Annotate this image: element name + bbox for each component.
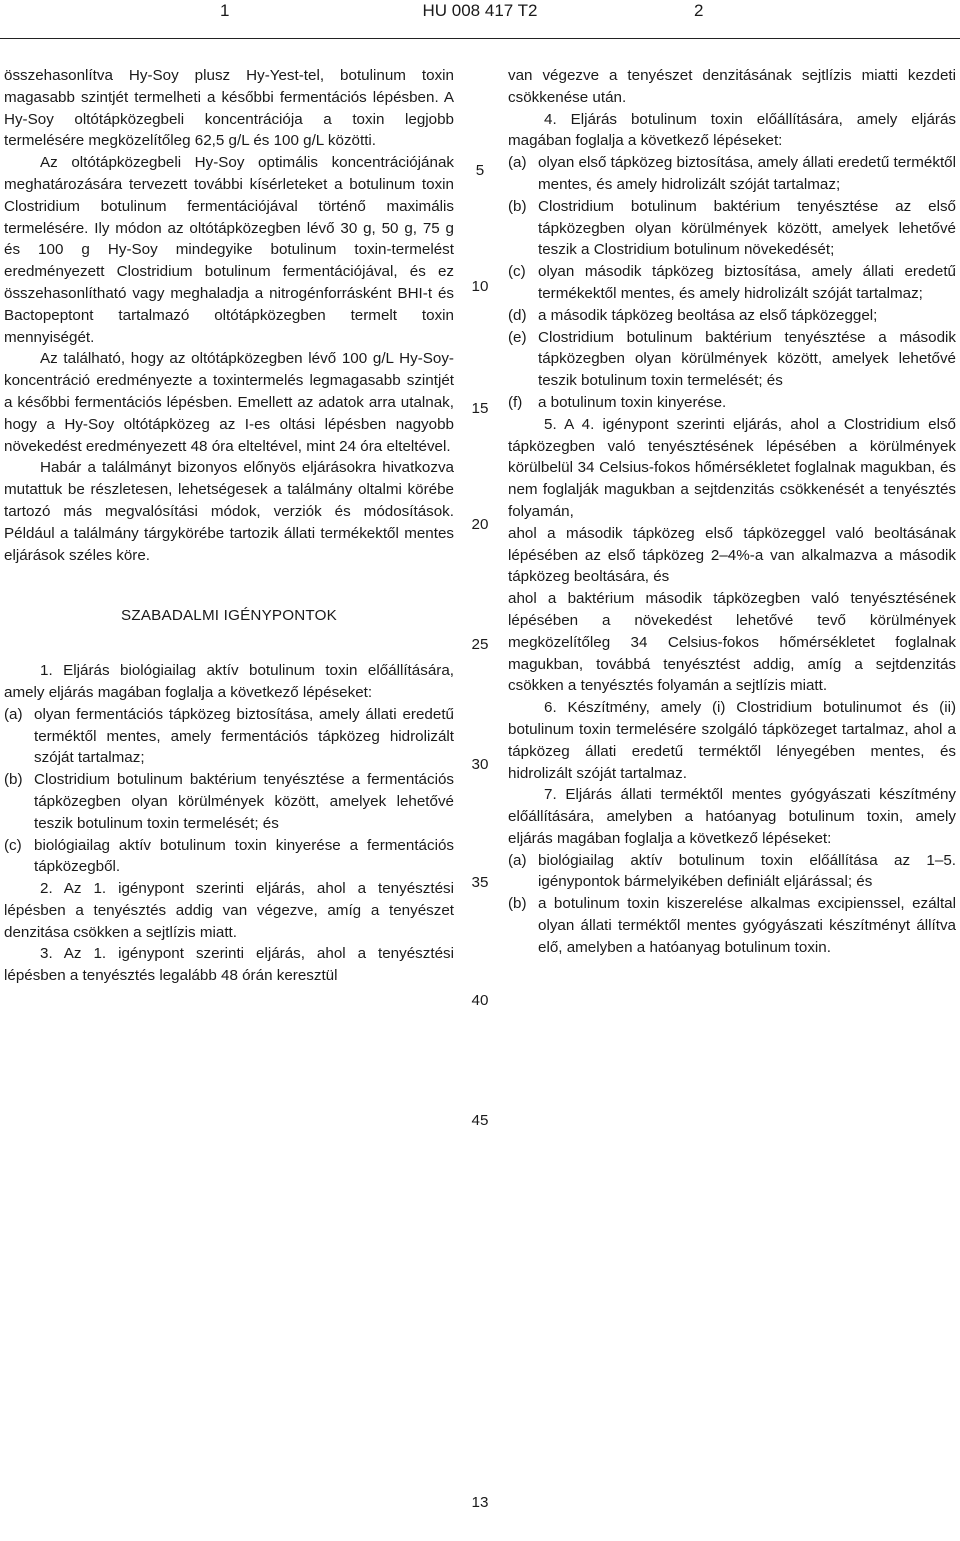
item-text: olyan első tápközeg biztosítása, amely állati eredetű terméktől mentes, és amely hidrolizált szóját tartalmaz; xyxy=(538,154,956,193)
claim-4-intro: 4. Eljárás botulinum toxin előállítására, amely eljárás magában foglalja a következő lépéseket: xyxy=(508,110,956,150)
item-label: (a) xyxy=(508,154,527,172)
item-text: biológiailag aktív botulinum toxin előállítása az 1–5. igénypontok bármelyikében definiált eljárással; és xyxy=(538,851,956,891)
claim-4-item-a xyxy=(508,152,956,196)
claim-7-item-b xyxy=(508,893,956,958)
header-left-page-number: 1 xyxy=(220,1,230,20)
item-label: (c) xyxy=(508,263,526,281)
claim-1-item-b xyxy=(4,769,454,834)
claim-1-item-a xyxy=(4,704,454,769)
line-number-25: 25 xyxy=(471,636,489,653)
line-number-10: 10 xyxy=(471,278,489,295)
header-divider xyxy=(0,38,960,39)
item-text: a második tápközeg beoltása az első tápközeggel; xyxy=(538,306,878,324)
claim-7-item-a xyxy=(508,850,956,894)
claims-heading: SZABADALMI IGÉNYPONTOK xyxy=(121,607,337,625)
claim-1-item-c xyxy=(4,835,454,879)
item-label: (a) xyxy=(508,851,527,869)
page-number: 13 xyxy=(471,1494,489,1511)
item-text: Clostridium botulinum baktérium tenyésztése az első tápközegben olyan körülmények között, amelyek lehetővé teszik a Clostridium botulinum növekedését; xyxy=(538,197,956,259)
claim-4-item-d xyxy=(508,305,956,327)
left-paragraph-1: összehasonlítva Hy-Soy plusz Hy-Yest-tel, botulinum toxin magasabb szintjét termelheti a későbbi fermentációs lépésben. A Hy-Soy oltótápközegbeli koncentrációja a toxin legjobb termelésére megközelítőleg 62,5 g/L és 100 g/L közötti. xyxy=(4,67,454,150)
line-number-45: 45 xyxy=(471,1112,489,1129)
line-number-5: 5 xyxy=(475,162,485,179)
line-number-30: 30 xyxy=(471,756,489,773)
line-number-20: 20 xyxy=(471,516,489,533)
claim-4-item-e xyxy=(508,327,956,392)
header-document-number: HU 008 417 T2 xyxy=(422,1,538,20)
item-label: (c) xyxy=(4,836,22,854)
item-text: olyan második tápközeg biztosítása, amely állati eredetű termékektől mentes, és amely hidrolizált szóját tartalmaz; xyxy=(538,263,956,302)
claim-2: 2. Az 1. igénypont szerinti eljárás, ahol a tenyésztési lépésben a tenyésztés addig van végezve, amíg a tenyészet denzitása csökken a sejtlízis miatt. xyxy=(4,880,454,941)
item-label: (b) xyxy=(4,771,23,789)
line-number-15: 15 xyxy=(471,400,489,417)
item-label: (f) xyxy=(508,393,523,411)
item-text: olyan fermentációs tápközeg biztosítása, amely állati eredetű terméktől mentes, amely fermentációs tápközeg hidrolizált szóját tartalmaz; xyxy=(34,705,454,767)
item-label: (b) xyxy=(508,895,527,913)
item-text: biológiailag aktív botulinum toxin kinyerése a fermentációs tápközegből. xyxy=(34,836,454,876)
claim-3: 3. Az 1. igénypont szerinti eljárás, ahol a tenyésztési lépésben a tenyésztés legalább 48 órán keresztül xyxy=(4,945,454,985)
header-right-page-number: 2 xyxy=(694,1,704,20)
claim-4-item-b xyxy=(508,196,956,261)
claim-4-item-f xyxy=(508,392,956,414)
line-number-40: 40 xyxy=(471,992,489,1009)
claim-4-item-c xyxy=(508,261,956,305)
item-label: (e) xyxy=(508,328,527,346)
item-text: a botulinum toxin kiszerelése alkalmas excipienssel, ezáltal olyan állati terméktől mentes gyógyászati készítményt állítva elő, amelyben a hatóanyag botulinum toxin. xyxy=(538,895,956,956)
right-paragraph-1: van végezve a tenyészet denzitásának sejtlízis miatti kezdeti csökkenése után. xyxy=(508,67,956,106)
item-text: Clostridium botulinum baktérium tenyésztése a második tápközegben olyan körülmények között, amelyek lehetővé teszik botulinum toxin termelését; és xyxy=(538,328,956,390)
left-paragraph-2: Az oltótápközegbeli Hy-Soy optimális koncentrációjának meghatározására tervezett további kísérleteket a botulinum toxin Clostridium botulinum fermentációjával történő maximális termelésére. Ily módon az oltótápközegben lévő 30 g, 50 g, 75 g és 100 g Hy-Soy mindegyike botulinum toxin-termelést eredményezett Clostridium botulinum fermentációjával, és ez összehasonlítható vagy meghaladja a nitrogénforrásként BHI-t és Bactopeptont tartalmazó oltótápközegben termelt toxin mennyiségét. xyxy=(4,154,454,346)
claim-5-part-3: ahol a baktérium második tápközegben való tenyésztésének lépésében a növekedést lehetővé tevő körülmények megközelítőleg 34 Celsius-fokos hőmérsékletet foglalnak magukban, továbbá tenyésztést addig, amíg a sejtdenzitás csökken a tenyésztés folyamán a sejtlízis miatt. xyxy=(508,590,956,695)
claim-5-part-1: 5. A 4. igénypont szerinti eljárás, ahol a Clostridium első tápközegben való tenyésztésének lépésében a körülmények körülbelül 34 Celsius-fokos hőmérsékletet foglalnak magukban, és nem foglalják magukban a sejtdenzitás csökkenését a tenyésztés folyamán, xyxy=(508,415,956,520)
item-label: (a) xyxy=(4,705,23,723)
claim-1-intro: 1. Eljárás biológiailag aktív botulinum toxin előállítására, amely eljárás magában foglalja a következő lépéseket: xyxy=(4,662,454,701)
item-label: (b) xyxy=(508,197,527,215)
left-paragraph-3: Az található, hogy az oltótápközegben lévő 100 g/L Hy-Soy-koncentráció eredményezte a toxintermelés legmagasabb szintjét a későbbi fermentációs lépésben. Emellett az adatok arra utalnak, hogy a Hy-Soy oltótápközeg az I-es oltási lépésben nagyobb növekedést eredményezett 48 óra elteltével, mint 24 óra elteltével. xyxy=(4,350,454,455)
left-column xyxy=(4,65,454,987)
claim-7-intro: 7. Eljárás állati terméktől mentes gyógyászati készítmény előállítására, amelyben a hatóanyag botulinum toxin, amely eljárás magában foglalja a következő lépéseket: xyxy=(508,786,956,847)
claim-5-part-2: ahol a második tápközeg első tápközeggel való beoltásának lépésében az első tápközeg 2–4%-a van alkalmazva a második tápközeg beoltására, és xyxy=(508,524,956,586)
item-text: a botulinum toxin kinyerése. xyxy=(538,393,727,411)
item-text: Clostridium botulinum baktérium tenyésztése a fermentációs tápközegben olyan körülmények között, amelyek lehetővé teszik botulinum toxin termelését; és xyxy=(34,771,454,832)
line-number-35: 35 xyxy=(471,874,489,891)
item-label: (d) xyxy=(508,306,527,324)
left-paragraph-4: Habár a találmányt bizonyos előnyös eljárásokra hivatkozva mutattuk be részletesen, lehetségesek a találmány oltalmi körébe tartozó más megvalósítási módok, verziók és módosítások. Például a találmány tárgykörébe tartozik állati termékektől mentes eljárások széles köre. xyxy=(4,459,454,564)
claim-6: 6. Készítmény, amely (i) Clostridium botulinumot és (ii) botulinum toxin termelésére szolgáló tápközeget tartalmaz, ahol a tápközeg állati eredetű terméktől lényegében mentes, és hidrolizált szóját tartalmaz. xyxy=(508,699,956,782)
right-column xyxy=(508,65,956,959)
